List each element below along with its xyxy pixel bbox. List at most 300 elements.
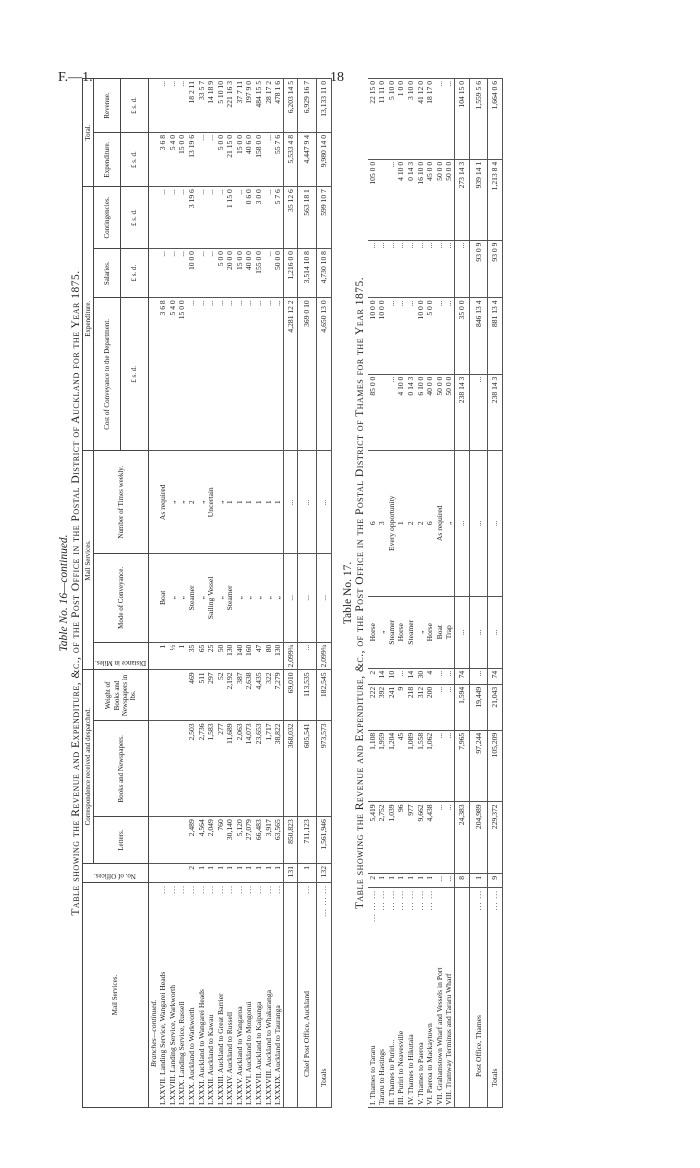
cell-wt: 200 xyxy=(425,684,435,730)
table-row xyxy=(406,79,416,1108)
table-row xyxy=(425,79,435,1108)
cell-let: 760 xyxy=(216,817,226,864)
cell-off: 1 xyxy=(197,864,207,883)
cell-mode: Steamer xyxy=(187,554,197,643)
cell-cost: 4,650 13 0 xyxy=(317,298,332,451)
table-row xyxy=(368,79,378,1108)
cell-rev: 18 17 0 xyxy=(425,79,435,160)
table-row xyxy=(273,79,283,1108)
cell-wt xyxy=(158,670,168,721)
cell-cost: 4,281 12 2 xyxy=(283,298,298,451)
table-row xyxy=(254,79,264,1108)
cell-bk xyxy=(158,721,168,817)
cell-rev: 484 15 5 xyxy=(254,79,264,133)
cell-wt: 387 xyxy=(235,670,245,721)
cell-let: 24,383 xyxy=(454,802,469,874)
cell-mode: „ xyxy=(216,554,226,643)
cell-exp: 13 19 6 xyxy=(187,133,197,187)
cell-exp: 4,447 9 4 xyxy=(298,133,317,187)
cell-dist: 50 xyxy=(216,642,226,670)
cell-cost: 50 0 0 xyxy=(435,374,445,450)
cell-dist: 1 xyxy=(177,642,187,670)
cell-cost: 85 0 0 xyxy=(368,374,378,450)
cell-let xyxy=(177,817,187,864)
cell-rev: 18 2 11 xyxy=(187,79,197,133)
cell-times: „ xyxy=(216,451,226,554)
col-group-mail-services: Mail Services. xyxy=(83,451,94,670)
cell-mode: „ xyxy=(197,554,207,643)
cell-cost: 4 10 0 xyxy=(396,374,406,450)
cell-exp: 5,533 4 8 xyxy=(283,133,298,187)
cell-times: 1 xyxy=(396,450,406,596)
cell-off: 131 xyxy=(283,864,298,883)
cell-exp: 273 14 3 xyxy=(454,159,469,240)
col-distance: Distance in Miles. xyxy=(94,642,148,670)
col-contingencies: Contingencies. xyxy=(94,187,121,249)
cell-cont: 93 0 9 xyxy=(488,240,503,298)
cell-let: 2,489 xyxy=(187,817,197,864)
table-row xyxy=(235,79,245,1108)
cell-wt: 69,010 xyxy=(283,670,298,721)
cell-exp: ... xyxy=(206,133,216,187)
cell-sal: 50 0 0 xyxy=(273,249,283,298)
cell-wt: 2,638 xyxy=(244,670,254,721)
cell-cost: ... xyxy=(264,298,274,451)
cell-cont: 599 10 7 xyxy=(317,187,332,249)
cell-bk: 605,541 xyxy=(298,721,317,817)
cell-sal: 10 0 0 xyxy=(187,249,197,298)
cell-cont: ... xyxy=(368,240,378,298)
cell-svc: Totals ... ... ... xyxy=(317,883,332,1108)
cell-svc xyxy=(454,888,469,1108)
cell-rev: ... xyxy=(444,79,454,160)
cell-sal: 846 13 4 xyxy=(469,298,488,374)
cell-sal: ... xyxy=(435,298,445,374)
table-row xyxy=(264,79,274,1108)
cell-mode: „ xyxy=(235,554,245,643)
table17 xyxy=(368,78,503,1108)
branches-label: Branches—continued. xyxy=(148,883,158,1108)
cell-bk: ... xyxy=(435,730,445,802)
cell-let: 9,662 xyxy=(416,802,426,874)
cell-mode: ... xyxy=(469,596,488,668)
cell-off: 1 xyxy=(273,864,283,883)
table-row xyxy=(387,79,397,1108)
cell-off: 1 xyxy=(235,864,245,883)
table-row xyxy=(416,79,426,1108)
col-total-expenditure: Expenditure. xyxy=(94,133,121,187)
cell-exp: 55 7 6 xyxy=(273,133,283,187)
cell-rev: 1 0 0 xyxy=(396,79,406,160)
cell-svc: LXXIX. Landing Service, Russell ... xyxy=(177,883,187,1108)
cell-off: 1 xyxy=(416,874,426,888)
cell-times: 1 xyxy=(273,451,283,554)
cell-cont: ... xyxy=(177,187,187,249)
col-cost: Cost of Conveyance to the Department. xyxy=(94,298,121,451)
cell-cost: 15 0 0 xyxy=(177,298,187,451)
cell-times: 1 xyxy=(244,451,254,554)
cell-exp xyxy=(377,159,387,240)
cell-times: 6 xyxy=(425,450,435,596)
cell-let: ... xyxy=(435,802,445,874)
cell-exp: 3 6 8 xyxy=(158,133,168,187)
cell-sal: 20 0 0 xyxy=(225,249,235,298)
cell-rev: 221 16 3 xyxy=(225,79,235,133)
cell-rev: 6,929 16 7 xyxy=(298,79,317,133)
cell-rev: 1,664 0 6 xyxy=(488,79,503,160)
cell-off: 1 xyxy=(387,874,397,888)
cell-svc: LXXXI. Auckland to Wangarei Heads ... xyxy=(197,883,207,1108)
cell-svc: LXXXIX. Auckland to Tauranga ... xyxy=(273,883,283,1108)
cell-exp: 50 0 0 xyxy=(435,159,445,240)
cell-sal: ... xyxy=(396,298,406,374)
cell-mode: „ xyxy=(377,596,387,668)
cell-cont: ... xyxy=(387,240,397,298)
cell-off: 9 xyxy=(488,874,503,888)
cell-let: 27,079 xyxy=(244,817,254,864)
table-row xyxy=(244,79,254,1108)
cell-exp: ... xyxy=(197,133,207,187)
rotated-page-content xyxy=(58,78,653,1108)
cell-wt: ... xyxy=(435,684,445,730)
cell-off: 1 xyxy=(244,864,254,883)
cell-times: Uncertain xyxy=(206,451,216,554)
cell-times: „ xyxy=(177,451,187,554)
col-weight: Weight of Books and Newspapers in lbs. xyxy=(94,670,148,721)
cell-wt xyxy=(168,670,178,721)
cell-cont: ... xyxy=(444,240,454,298)
cell-rev: 6,203 14 5 xyxy=(283,79,298,133)
cell-wt: 182,545 xyxy=(317,670,332,721)
cell-let: 711,123 xyxy=(298,817,317,864)
col-letters: Letters. xyxy=(94,817,148,864)
cell-off: 132 xyxy=(317,864,332,883)
cell-sal: 3,514 10 8 xyxy=(298,249,317,298)
table-row xyxy=(216,79,226,1108)
cell-cont: ... xyxy=(406,240,416,298)
cell-cont: ... xyxy=(206,187,216,249)
cell-times: 1 xyxy=(235,451,245,554)
cell-times: 2 xyxy=(416,450,426,596)
cell-cont: 1 15 0 xyxy=(225,187,235,249)
cell-svc: VIII. Tramway Terminus and Tararu Wharf xyxy=(444,888,454,1108)
cell-bk: 2,503 xyxy=(187,721,197,817)
cell-times: „ xyxy=(197,451,207,554)
cell-exp: 50 0 0 xyxy=(444,159,454,240)
cell-rev: 5 10 10 xyxy=(216,79,226,133)
cell-mode: Sailing Vessel xyxy=(206,554,216,643)
cell-off: 1 xyxy=(406,874,416,888)
cell-dist: 130 xyxy=(225,642,235,670)
cell-let: 30,140 xyxy=(225,817,235,864)
cell-rev: ... xyxy=(177,79,187,133)
cell-cost: 238 14 3 xyxy=(488,374,503,450)
cell-let: ... xyxy=(444,802,454,874)
cell-exp: 40 6 0 xyxy=(244,133,254,187)
cell-bk: 368,032 xyxy=(283,721,298,817)
cell-times: ... xyxy=(317,451,332,554)
cell-cont: ... xyxy=(435,240,445,298)
cell-let: 850,823 xyxy=(283,817,298,864)
cell-cont: ... xyxy=(377,240,387,298)
cell-cost: ... xyxy=(273,298,283,451)
cell-mode: „ xyxy=(416,596,426,668)
cell-bk: 1,583 xyxy=(206,721,216,817)
cell-cost xyxy=(377,374,387,450)
cell-exp: 21 15 0 xyxy=(225,133,235,187)
cell-bk: 38,822 xyxy=(273,721,283,817)
cell-dist: 10 xyxy=(387,668,397,684)
cell-sal: 10 0 0 xyxy=(377,298,387,374)
cell-off: 1 xyxy=(206,864,216,883)
cell-times: 6 xyxy=(368,450,378,596)
cell-off: 1 xyxy=(425,874,435,888)
cell-cost: ... xyxy=(206,298,216,451)
cell-bk: 14,073 xyxy=(244,721,254,817)
cell-sal: ... xyxy=(444,298,454,374)
cell-svc: VII. Grahamstown Wharf and Vessels in Port xyxy=(435,888,445,1108)
cell-exp: 9,980 14 0 xyxy=(317,133,332,187)
cell-rev: 33 5 7 xyxy=(197,79,207,133)
cell-dist: 35 xyxy=(187,642,197,670)
cell-times: As required xyxy=(435,450,445,596)
cell-exp: 4 10 0 xyxy=(396,159,406,240)
table16 xyxy=(82,78,332,1108)
cell-svc: LXXX. Auckland to Warkworth ... xyxy=(187,883,197,1108)
cell-times: ... xyxy=(298,451,317,554)
table16-title: Table showing the Revenue and Expenditure, &c., of the Post Office in the Postal District of Auckland for the Year 1875. xyxy=(70,270,82,916)
cell-dist: 1 xyxy=(158,642,168,670)
cell-exp: 0 14 3 xyxy=(406,159,416,240)
cell-let: 4,564 xyxy=(197,817,207,864)
cell-mode: Steamer xyxy=(387,596,397,668)
cell-mode: „ xyxy=(254,554,264,643)
cell-svc: I. Thames to Tararu ... ... ... xyxy=(368,888,378,1108)
cell-wt: 392 xyxy=(377,684,387,730)
cell-let: 1,561,946 xyxy=(317,817,332,864)
cell-cost: ... xyxy=(244,298,254,451)
cell-svc: LXXXII. Auckland to Kawau ... xyxy=(206,883,216,1108)
cell-times: 1 xyxy=(254,451,264,554)
cell-mode: Horse xyxy=(425,596,435,668)
cell-svc: LXXXVI. Auckland to Mongonui ... xyxy=(244,883,254,1108)
cell-bk: 277 xyxy=(216,721,226,817)
totals-row xyxy=(488,79,503,1108)
cell-cost: 6 10 0 xyxy=(416,374,426,450)
cell-rev: 37 7 11 xyxy=(235,79,245,133)
cell-dist: 14 xyxy=(406,668,416,684)
cell-dist: 4 xyxy=(425,668,435,684)
cell-svc: LXXXIII. Auckland to Great Barrier ... xyxy=(216,883,226,1108)
cell-wt: 312 xyxy=(416,684,426,730)
cell-svc: IV. Thames to Hikutaia ... ... xyxy=(406,888,416,1108)
cell-exp: 5 0 0 xyxy=(216,133,226,187)
cell-wt: 52 xyxy=(216,670,226,721)
cell-let: 2,049 xyxy=(206,817,216,864)
cell-dist: ... xyxy=(435,668,445,684)
cell-let: 229,372 xyxy=(488,802,503,874)
cell-off xyxy=(158,864,168,883)
cell-dist: 74 xyxy=(488,668,503,684)
cell-let xyxy=(168,817,178,864)
cell-rev: 28 17 2 xyxy=(264,79,274,133)
table-row xyxy=(206,79,216,1108)
col-no-offices: No. of Offices. xyxy=(83,864,149,883)
page-section-label: F.—1. xyxy=(58,70,93,85)
cell-let: 66,483 xyxy=(254,817,264,864)
subtotal-row xyxy=(283,79,298,1108)
cell-cont: ... xyxy=(425,240,435,298)
cell-dist: 25 xyxy=(206,642,216,670)
cell-sal: ... xyxy=(177,249,187,298)
cell-off: 1 xyxy=(469,874,488,888)
cell-cont: ... xyxy=(264,187,274,249)
cell-rev: ... xyxy=(168,79,178,133)
cell-cost: 40 0 0 xyxy=(425,374,435,450)
cell-mode: Horse xyxy=(368,596,378,668)
cell-off: 1 xyxy=(264,864,274,883)
cell-rev: 197 9 0 xyxy=(244,79,254,133)
cell-mode: Boat xyxy=(158,554,168,643)
cell-cost: ... xyxy=(235,298,245,451)
cell-wt: 322 xyxy=(264,670,274,721)
subtotal-row xyxy=(454,79,469,1108)
cell-rev: ... xyxy=(158,79,168,133)
table16-body xyxy=(148,79,331,1108)
cell-dist: 130 xyxy=(273,642,283,670)
cell-mode: ... xyxy=(488,596,503,668)
cell-dist: 74 xyxy=(454,668,469,684)
cell-sal: ... xyxy=(206,249,216,298)
cell-cont: 35 12 6 xyxy=(283,187,298,249)
cell-bk: 23,653 xyxy=(254,721,264,817)
cell-times: 1 xyxy=(264,451,274,554)
cell-cont: ... xyxy=(168,187,178,249)
cell-let: 4,438 xyxy=(425,802,435,874)
cell-wt: 2,192 xyxy=(225,670,235,721)
cell-bk: 1,959 xyxy=(377,730,387,802)
table16-number: Table No. 16—continued. xyxy=(58,534,70,652)
cell-off: ... xyxy=(444,874,454,888)
cell-mode: Horse xyxy=(396,596,406,668)
cell-sal: 155 0 0 xyxy=(254,249,264,298)
col-times: Number of Times weekly. xyxy=(94,451,148,554)
cell-mode: ... xyxy=(283,554,298,643)
cell-dist: 80 xyxy=(264,642,274,670)
cell-dist: 140 xyxy=(235,642,245,670)
cell-sal: 40 0 0 xyxy=(244,249,254,298)
cell-mode: ... xyxy=(454,596,469,668)
cell-off: 1 xyxy=(254,864,264,883)
cell-off: 1 xyxy=(298,864,317,883)
cell-let: 204,989 xyxy=(469,802,488,874)
cell-exp: 16 10 0 xyxy=(416,159,426,240)
cell-exp: 15 0 0 xyxy=(177,133,187,187)
cell-wt: 218 xyxy=(406,684,416,730)
cell-cont: 563 18 1 xyxy=(298,187,317,249)
cell-off: 1 xyxy=(396,874,406,888)
cell-times: 2 xyxy=(406,450,416,596)
cell-wt: 511 xyxy=(197,670,207,721)
cell-mode: „ xyxy=(244,554,254,643)
lsd-salaries: £ s. d. xyxy=(121,249,148,298)
cell-sal: 15 0 0 xyxy=(235,249,245,298)
cell-cost: 3 6 8 xyxy=(158,298,168,451)
cell-svc: LXXVII. Landing Service, Wangarei Heads ... xyxy=(158,883,168,1108)
cell-sal: 35 0 0 xyxy=(454,298,469,374)
cell-wt: 297 xyxy=(206,670,216,721)
cell-off: 1 xyxy=(216,864,226,883)
cell-sal: 1,216 0 0 xyxy=(283,249,298,298)
cell-wt xyxy=(177,670,187,721)
cell-cost: ... xyxy=(254,298,264,451)
cell-bk: ... xyxy=(444,730,454,802)
cell-dist: 2,099¾ xyxy=(283,642,298,670)
cell-bk: 45 xyxy=(396,730,406,802)
col-revenue: Revenue. xyxy=(94,79,121,133)
cell-sal: 5 0 0 xyxy=(425,298,435,374)
cell-rev: ... xyxy=(435,79,445,160)
cell-cont: ... xyxy=(158,187,168,249)
cell-dist: 47 xyxy=(254,642,264,670)
cell-let: 1,039 xyxy=(387,802,397,874)
cell-bk: 97,244 xyxy=(469,730,488,802)
page-number: 18 xyxy=(330,70,344,85)
cell-cost: 369 0 10 xyxy=(298,298,317,451)
cell-svc: LXXXVII. Auckland to Kaipanga ... xyxy=(254,883,264,1108)
cell-svc: LXXXIV. Auckland to Russell ... xyxy=(225,883,235,1108)
cell-dist: ½ xyxy=(168,642,178,670)
cell-sal: 5 0 0 xyxy=(216,249,226,298)
cell-cost: 0 14 3 xyxy=(406,374,416,450)
cell-times: Every opportunity xyxy=(387,450,397,596)
cell-svc: LXXXV. Auckland to Wangaroa ... xyxy=(235,883,245,1108)
cell-dist: ... xyxy=(469,668,488,684)
cell-off xyxy=(177,864,187,883)
cell-rev: 478 1 6 xyxy=(273,79,283,133)
cell-let: 63,565 xyxy=(273,817,283,864)
cell-svc xyxy=(283,883,298,1108)
cell-wt: 1,594 xyxy=(454,684,469,730)
cell-wt: 21,043 xyxy=(488,684,503,730)
cell-times: ... xyxy=(469,450,488,596)
cell-sal: 881 13 4 xyxy=(488,298,503,374)
cell-cost: ... xyxy=(387,374,397,450)
lsd-contingencies: £ s. d. xyxy=(121,187,148,249)
cell-let: 3,917 xyxy=(264,817,274,864)
cell-sal: ... xyxy=(197,249,207,298)
cell-rev: 13,133 11 0 xyxy=(317,79,332,133)
cell-cont: 3 19 6 xyxy=(187,187,197,249)
cell-bk: 1,089 xyxy=(406,730,416,802)
cell-svc: Totals ... ... xyxy=(488,888,503,1108)
cell-off: 1 xyxy=(377,874,387,888)
cell-let: 5,120 xyxy=(235,817,245,864)
col-mail-services: Mail Services. xyxy=(83,883,149,1108)
cell-cont: ... xyxy=(216,187,226,249)
chief-row xyxy=(298,79,317,1108)
cell-rev: 11 11 0 xyxy=(377,79,387,160)
table-row xyxy=(158,79,168,1108)
cell-let xyxy=(158,817,168,864)
cell-bk: 1,062 xyxy=(425,730,435,802)
cell-cost: ... xyxy=(216,298,226,451)
cell-rev: 3 10 0 xyxy=(406,79,416,160)
cell-svc: LXXVIII. Landing Service, Warkworth ... xyxy=(168,883,178,1108)
col-group-total: Total. xyxy=(83,79,94,187)
table-row xyxy=(377,79,387,1108)
cell-sal: ... xyxy=(168,249,178,298)
